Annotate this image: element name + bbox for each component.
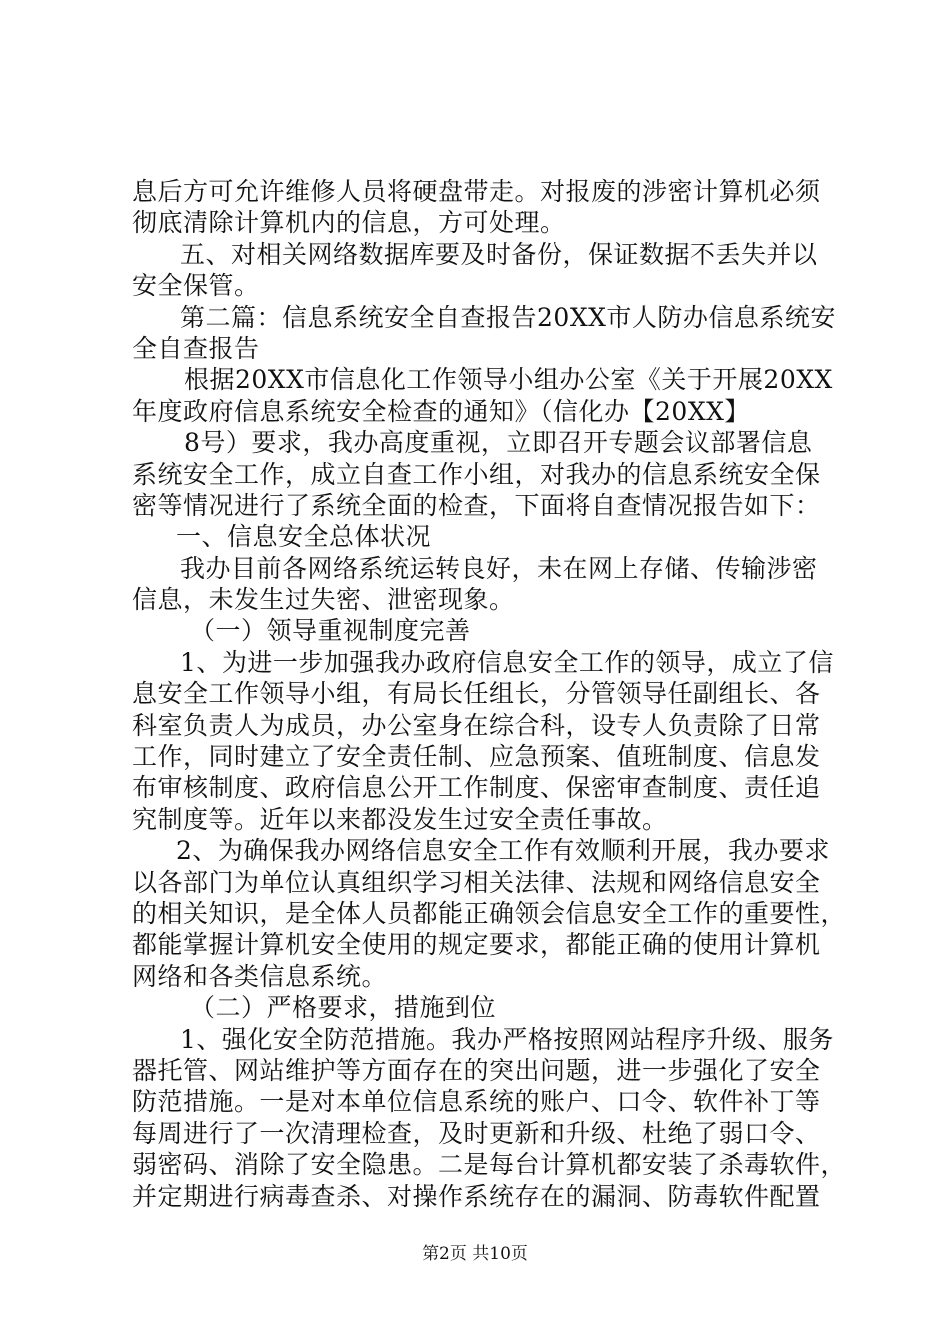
text-line: 全自查报告 (132, 333, 260, 363)
text-line: 8号）要求，我办高度重视，立即召开专题会议部署信息 (184, 428, 813, 458)
text-line: 息后方可允许维修人员将硬盘带走。对报废的涉密计算机必须 (132, 177, 821, 206)
text-line: 都能掌握计算机安全使用的规定要求，都能正确的使用计算机 (132, 930, 821, 960)
subsection-heading: （二）严格要求，措施到位 (190, 993, 497, 1023)
text-line: 2、为确保我办网络信息安全工作有效顺利开展，我办要求 (176, 836, 830, 866)
subsection-heading: 一、信息安全总体状况 (176, 522, 432, 552)
text-line: 息安全工作领导小组，有局长任组长，分管领导任副组长、各 (132, 679, 821, 709)
text-line: 1、强化安全防范措施。我办严格按照网站程序升级、服务 (180, 1024, 834, 1054)
text-line: 究制度等。近年以来都没发生过安全责任事故。 (132, 804, 668, 834)
document-body (132, 176, 847, 1212)
text-line: 1、为进一步加强我办政府信息安全工作的领导，成立了信 (180, 647, 834, 677)
text-line: 弱密码、消除了安全隐患。二是每台计算机都安装了杀毒软件， (132, 1150, 847, 1180)
text-line: 安全保管。 (132, 271, 260, 301)
text-line: 五、对相关网络数据库要及时备份，保证数据不丢失并以 (180, 239, 818, 269)
text-line: 彻底清除计算机内的信息，方可处理。 (132, 208, 566, 238)
page-number-footer: 第2页 共10页 (422, 1244, 528, 1264)
text-line: 信息，未发生过失密、泄密现象。 (132, 585, 515, 615)
text-line: 并定期进行病毒查杀、对操作系统存在的漏洞、防毒软件配置 (132, 1181, 821, 1211)
text-line: 系统安全工作，成立自查工作小组，对我办的信息系统安全保 (132, 459, 821, 489)
text-line: 密等情况进行了系统全面的检查，下面将自查情况报告如下： (132, 490, 821, 520)
text-line: 每周进行了一次清理检查，及时更新和升级、杜绝了弱口令、 (132, 1118, 821, 1148)
text-line: 工作，同时建立了安全责任制、应急预案、值班制度、信息发 (132, 742, 821, 772)
text-line: 以各部门为单位认真组织学习相关法律、法规和网络信息安全 (132, 867, 821, 897)
text-line: 我办目前各网络系统运转良好，未在网上存储、传输涉密 (180, 553, 818, 583)
text-line: 年度政府信息系统安全检查的通知》（信化办【20XX】 (132, 396, 750, 426)
section-heading: 第二篇：信息系统安全自查报告20XX市人防办信息系统安 (180, 302, 836, 332)
text-line: 科室负责人为成员，办公室身在综合科，设专人负责除了日常 (132, 710, 821, 740)
text-line: 根据20XX市信息化工作领导小组办公室《关于开展20XX (184, 365, 833, 395)
text-line: 防范措施。一是对本单位信息系统的账户、口令、软件补丁等 (132, 1087, 821, 1117)
subsection-heading: （一）领导重视制度完善 (190, 616, 471, 646)
text-line: 布审核制度、政府信息公开工作制度、保密审查制度、责任追 (132, 773, 821, 803)
text-line: 的相关知识，是全体人员都能正确领会信息安全工作的重要性， (132, 898, 847, 928)
text-line: 网络和各类信息系统。 (132, 961, 388, 991)
text-line: 器托管、网站维护等方面存在的突出问题，进一步强化了安全 (132, 1055, 821, 1085)
